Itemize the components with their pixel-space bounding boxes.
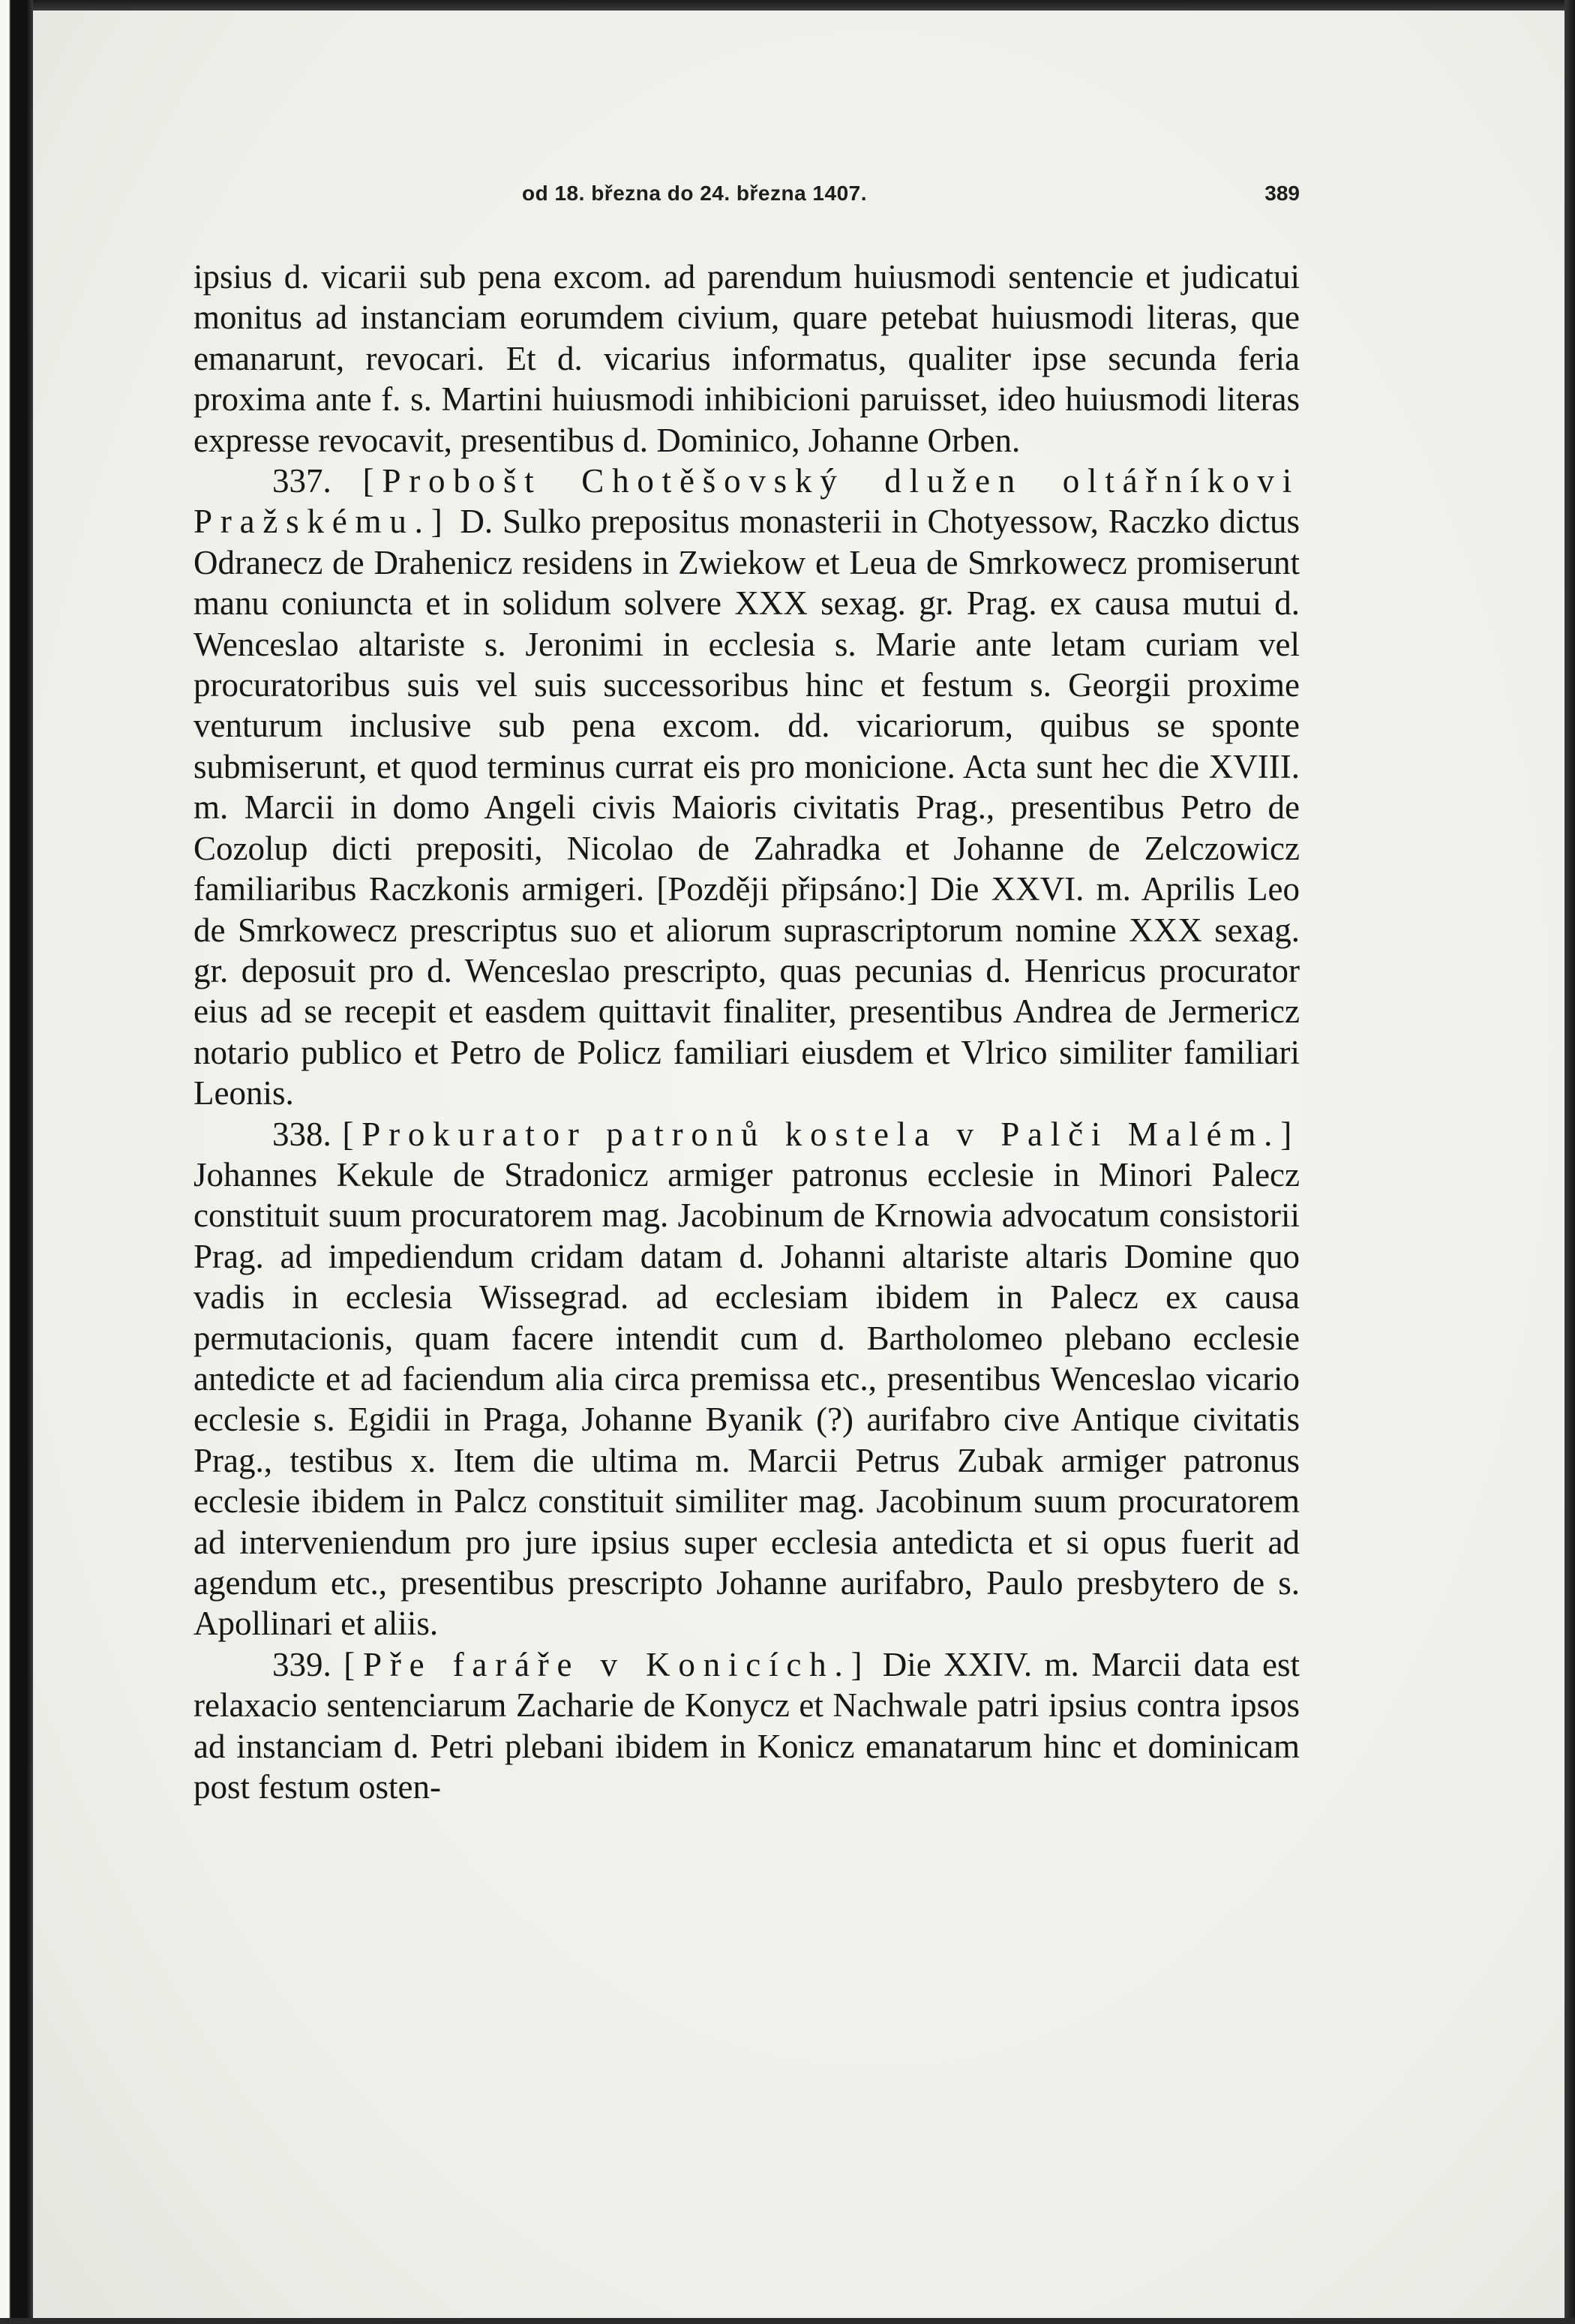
body-text	[194, 257, 1300, 1807]
running-header	[194, 179, 1300, 216]
entry-heading: [Pře faráře v Konicích.]	[344, 1645, 871, 1683]
page-number: 389	[1264, 182, 1300, 205]
entry-number: 338.	[272, 1115, 332, 1153]
entry-heading: [Probošt Chotěšovský dlužen oltářníkovi Pražskému.]	[194, 462, 1300, 541]
entry-337	[194, 461, 1300, 1114]
scan-border-top	[0, 0, 1575, 11]
entry-338	[194, 1114, 1300, 1644]
continuation-text: ipsius d. vicarii sub pena excom. ad parendum huiusmodi sentencie et judicatui monitus ad instanciam eorumdem civium, quare petebat huiusmodi literas, que emanarunt, revocari. Et d. vicarius informatus, qualiter ipse secunda feria proxima ante f. s. Martini huiusmodi inhibicioni paruisset, ideo huiusmodi literas expresse revocavit, presentibus d. Dominico, Johanne Orben.	[194, 258, 1300, 459]
entry-text: Johannes Kekule de Stradonicz armiger patronus ecclesie in Minori Palecz constituit suum procuratorem mag. Jacobinum de Krnowia advocatum consistorii Prag. ad impediendum cridam datam d. Johanni altariste altaris Domine quo vadis in ecclesia Wissegrad. ad ecclesiam ibidem in Palecz ex causa permutacionis, quam facere intendit cum d. Bartholomeo plebano ecclesie antedicte et ad faciendum alia circa premissa etc., presentibus Wenceslao vicario ecclesie s. Egidii in Praga, Johanne Byanik (?) aurifabro cive Antique civitatis Prag., testibus x. Item die ultima m. Marcii Petrus Zubak armiger patronus ecclesie ibidem in Palcz constituit similiter mag. Jacobinum suum procuratorem ad interveniendum pro jure ipsius super ecclesia antedicta et si opus fuerit ad agendum etc., presentibus prescripto Johanne aurifabro, Paulo presbytero de s. Apollinari et aliis.	[194, 1155, 1300, 1643]
entry-number: 337.	[272, 462, 332, 500]
continuation-paragraph	[194, 257, 1300, 461]
entry-number: 339.	[272, 1645, 332, 1683]
scan-border-left	[0, 0, 33, 2324]
entry-339	[194, 1644, 1300, 1808]
entry-text: D. Sulko prepositus monasterii in Chotyessow, Raczko dictus Odranecz de Drahenicz residens in Zwiekow et Leua de Smrkowecz promiserunt manu coniuncta et in solidum solvere XXX sexag. gr. Prag. ex causa mutui d. Wenceslao altariste s. Jeronimi in ecclesia s. Marie ante letam curiam vel procuratoribus suis vel suis successoribus hinc et festum s. Georgii proxime venturum inclusive sub pena excom. dd. vicariorum, quibus se sponte submiserunt, et quod terminus currat eis pro monicione. Acta sunt hec die XVIII. m. Marcii in domo Angeli civis Maioris civitatis Prag., presentibus Petro de Cozolup dicti prepositi, Nicolao de Zahradka et Johanne de Zelczowicz familiaribus Raczkonis armigeri. [Později připsáno:] Die XXVI. m. Aprilis Leo de Smrkowecz prescriptus suo et aliorum suprascriptorum nomine XXX sexag. gr. deposuit pro d. Wenceslao prescripto, quas pecunias d. Henricus procurator eius ad se recepit et easdem quittavit finaliter, presentibus Andrea de Jermericz notario publico et Petro de Policz familiari eiusdem et Vlrico similiter familiari Leonis.	[194, 503, 1300, 1112]
scan-border-right	[1564, 0, 1575, 2324]
entry-text: Die XXIV. m. Marcii data est relaxacio sentenciarum Zacharie de Konycz et Nachwale patri ipsius contra ipsos ad instanciam d. Petri plebani ibidem in Konicz emanatarum hinc et dominicam post festum osten-	[194, 1645, 1300, 1806]
header-title: od 18. března do 24. března 1407.	[522, 182, 868, 205]
entry-heading: [Prokurator patronů kostela v Palči Malém.]	[342, 1115, 1300, 1153]
scan-border-bottom	[0, 2318, 1575, 2324]
